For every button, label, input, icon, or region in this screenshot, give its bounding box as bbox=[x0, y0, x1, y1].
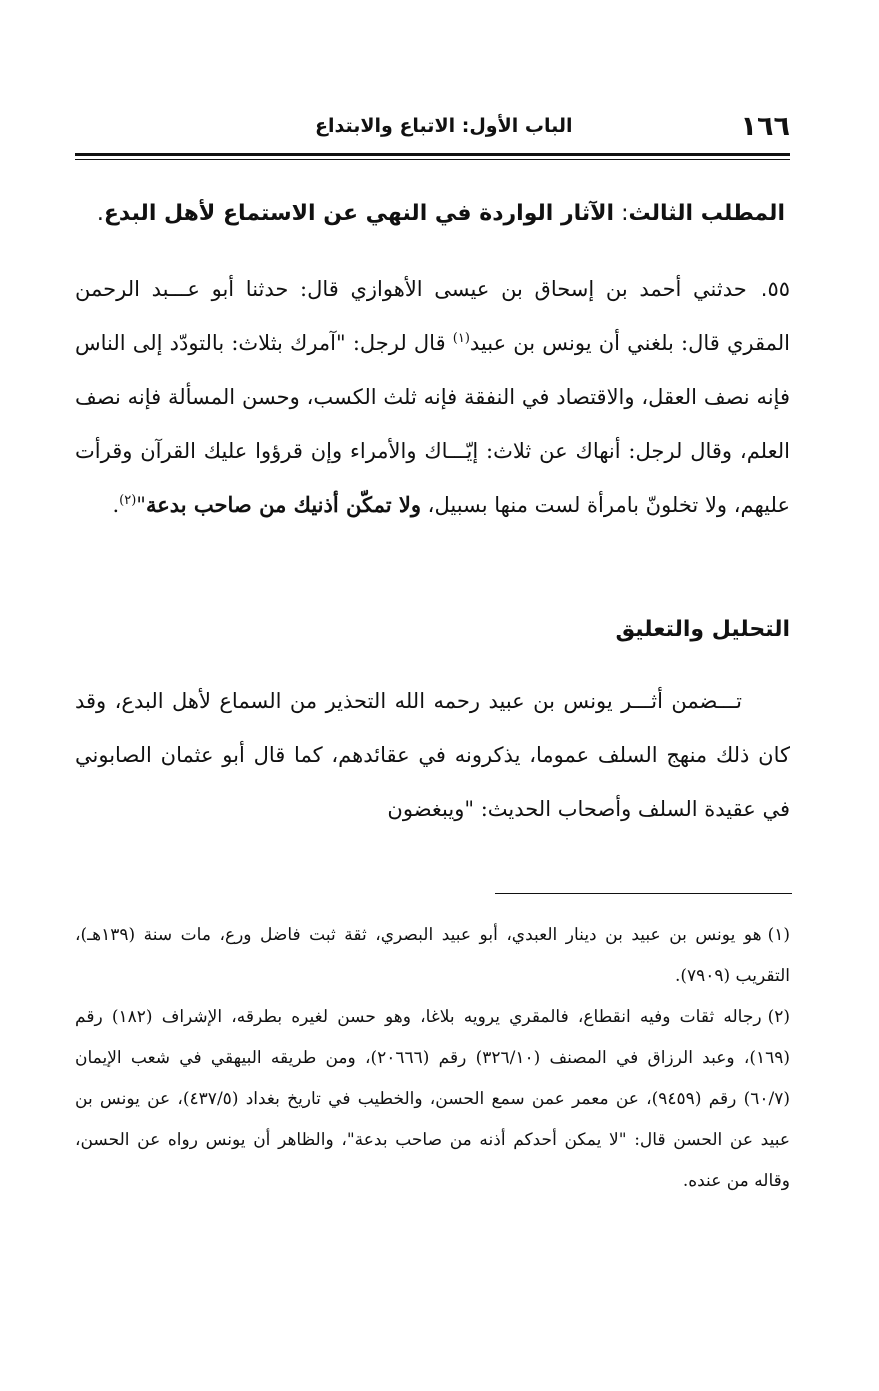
footnote-ref-1[interactable]: (١) bbox=[452, 331, 470, 346]
section-heading bbox=[75, 194, 785, 234]
analysis-heading: التحليل والتعليق bbox=[615, 617, 790, 642]
page-number: ١٦٦ bbox=[740, 110, 790, 142]
narration-paragraph bbox=[75, 262, 790, 532]
section-heading-label: المطلب الثالث bbox=[628, 201, 785, 226]
header-rule-thin bbox=[75, 159, 790, 160]
footnote-1 bbox=[75, 915, 790, 997]
narration-text-a: حدثني أحمد بن إسحاق بن عيسى الأهوازي قال: حدثنا أبو عـــبد الرحمن المقري قال: بلغني أن يونس بن عبيد bbox=[75, 277, 790, 355]
narration-end: . bbox=[112, 493, 120, 517]
narration-end-quote: " bbox=[136, 493, 146, 517]
footnotes bbox=[75, 915, 790, 1202]
narration-number: ٥٥. bbox=[760, 277, 790, 301]
footnote-1-number: (١) bbox=[767, 925, 790, 945]
footnote-2 bbox=[75, 997, 790, 1202]
chapter-title: الباب الأول: الاتباع والابتداع bbox=[315, 115, 573, 137]
section-heading-end: . bbox=[96, 201, 104, 226]
analysis-text: تـــضمن أثـــر يونس بن عبيد رحمه الله التحذير من السماع لأهل البدع، وقد كان ذلك منهج السلف عموما، يذكرونه في عقائدهم، كما قال أبو عثمان الصابوني في عقيدة السلف وأصحاب الحديث: "ويبغضون bbox=[75, 689, 790, 821]
section-heading-sep: : bbox=[614, 201, 629, 226]
narration-bold-text: ولا تمكّن أذنيك من صاحب بدعة bbox=[145, 492, 421, 517]
footnote-ref-2[interactable]: (٢) bbox=[119, 493, 137, 508]
analysis-paragraph bbox=[75, 674, 790, 836]
footnote-2-text: رجاله ثقات وفيه انقطاع، فالمقري يرويه بلاغا، وهو حسن لغيره بطرقه، الإشراف (١٨٢) رقم (١٦٩)، وعبد الرزاق في المصنف (٣٢٦/١٠) رقم (٢٠٦٦٦)، ومن طريقه البيهقي في شعب الإيمان (٦٠/٧) رقم (٩٤٥٩)، عن معمر عمن سمع الحسن، والخطيب في تاريخ بغداد (٤٣٧/٥)، عن يونس بن عبيد عن الحسن قال: "لا يمكن أحدكم أذنه من صاحب بدعة"، والظاهر أن يونس رواه عن الحسن، وقاله من عنده. bbox=[75, 1007, 790, 1191]
running-header bbox=[75, 108, 790, 144]
footnote-1-text: هو يونس بن عبيد بن دينار العبدي، أبو عبيد البصري، ثقة ثبت فاضل ورع، مات سنة (١٣٩هـ)، التقريب (٧٩٠٩). bbox=[75, 925, 790, 986]
section-heading-text: الآثار الواردة في النهي عن الاستماع لأهل البدع bbox=[103, 201, 615, 226]
header-rule bbox=[75, 153, 790, 156]
footnote-separator bbox=[495, 893, 792, 894]
footnote-2-number: (٢) bbox=[767, 1007, 790, 1027]
narration-text-b: قال لرجل: "آمرك بثلاث: بالتودّد إلى الناس فإنه نصف العقل، والاقتصاد في النفقة فإنه ثلث الكسب، وحسن المسألة فإنه نصف العلم، وقال لرجل: أنهاك عن ثلاث: إيّـــاك والأمراء وإن قرؤوا عليك القرآن وقرأت عليهم، ولا تخلونّ بامرأة لست منها بسبيل، bbox=[75, 331, 790, 517]
